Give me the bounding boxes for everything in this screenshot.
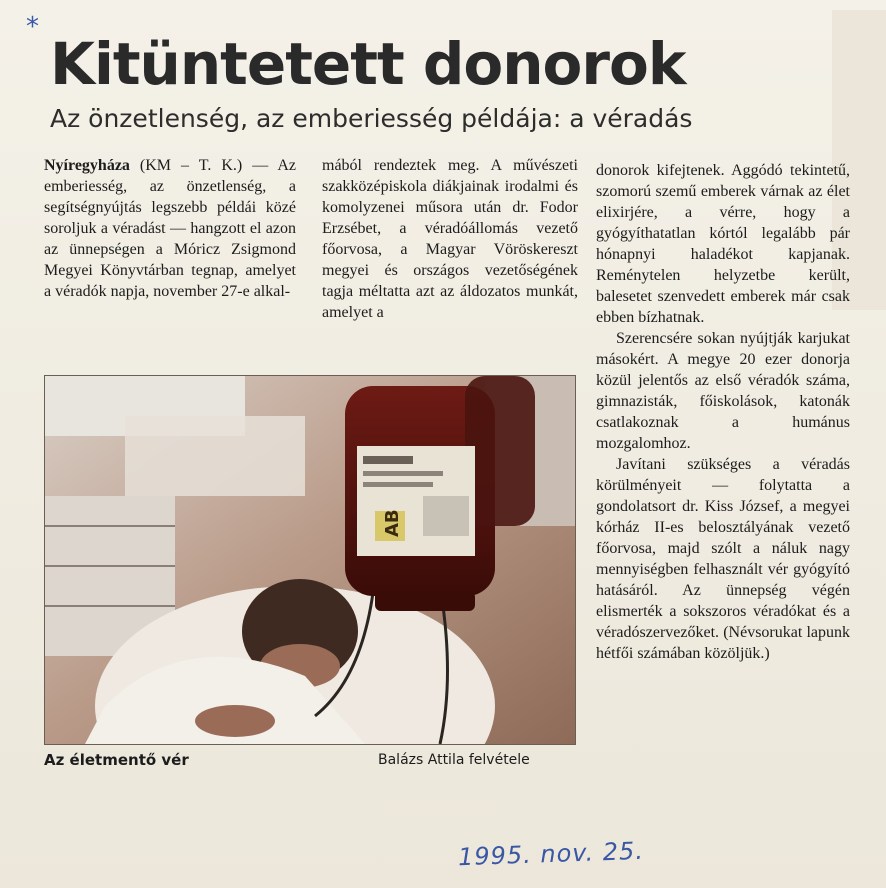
article-headline: Kitüntetett donorok	[50, 30, 686, 98]
column-1	[44, 155, 296, 302]
column-2	[322, 155, 578, 323]
photo-caption: Az életmentő vér	[44, 751, 189, 769]
photo-credit: Balázs Attila felvétele	[378, 752, 530, 768]
column-3-paragraph-2: Szerencsére sokan nyújtják karjukat másokért. A megye 20 ezer donorja közül jelentős az első véradók száma, gimnazisták, főiskolások, katonák csatlakoznak a humánus mozgalomhoz.	[596, 330, 850, 452]
handwritten-date: 1995. nov. 25.	[457, 836, 645, 872]
asterisk-pen-mark-icon: *	[26, 12, 39, 42]
column-2-text: mából rendeztek meg. A művészeti szakközépiskola diákjainak irodalmi és komolyzenei műsora után dr. Fodor Erzsébet, a véradóállomás vezető főorvosa, a Magyar Vöröskereszt megyei és országos vezetőségének tagja méltatta azt az áldozatos munkát, amelyet a	[322, 157, 578, 321]
bag-label-text: AB	[382, 509, 403, 537]
dateline-place: Nyíregyháza	[44, 157, 130, 174]
column-3	[596, 160, 850, 664]
blood-donation-photo-illustration	[45, 376, 575, 744]
column-3-paragraph-3: Javítani szükséges a véradás körülményeit — folytatta a gondolatsort dr. Kiss József, a megyei kórház II-es belosztályának vezető főorvosa, majd szólt a náluk nagy mennyiségben felhasznált vér gyógyító hatásáról. Az ünnepség végén elismerték a sokszoros véradókat és a véradószervezőket. (Névsorukat lapunk hétfői számában közöljük.)	[596, 456, 850, 662]
column-3-paragraph-1: donorok kifejtenek. Aggódó tekintetű, szomorú szemű emberek várnak az élet elixirjére, a vérre, hogy a gyógyíthatatlan kórtól legalább pár hónapnyi haladékot kapjanak. Reménytelen helyzetbe került, balesetet szenvedett emberek már csak ebben bízhatnak.	[596, 162, 850, 326]
column-1-text: (KM – T. K.) — Az emberiesség, az önzetlenség, a segítségnyújtás legszebb példái közé soroljuk a véradást — hangzott el azon az ünnepségen a Móricz Zsigmond Megyei Könyvtárban tegnap, amelyet a véradók napja, november 27-e alkal-	[44, 157, 296, 300]
article-photo	[44, 375, 576, 745]
article-subheadline: Az önzetlenség, az emberiesség példája: a véradás	[50, 104, 693, 133]
